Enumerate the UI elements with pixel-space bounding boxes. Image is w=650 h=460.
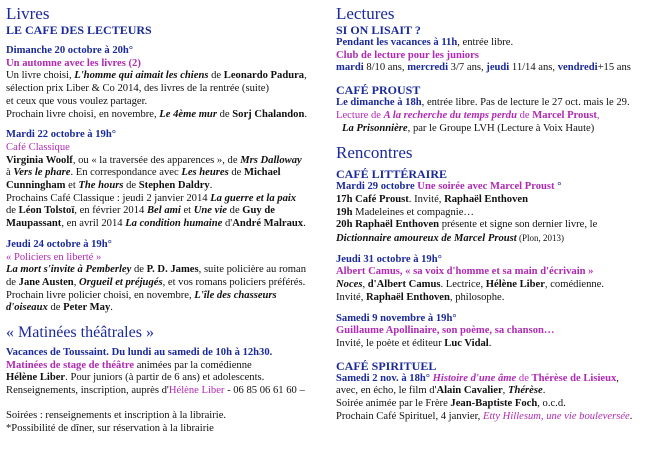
text-line: Prochains Café Classique : jeudi 2 janvier 2014 La guerre et la paix (6, 192, 297, 204)
text-line: Le dimanche à 18h, entrée libre. Pas de lecture le 27 oct. mais le 29. (336, 97, 630, 109)
text-line: Samedi 2 nov. à 18h° Histoire d'une âme de Thérèse de Lisieux, (336, 372, 619, 384)
text-line: Dictionnaire amoureux de Marcel Proust (Plon, 2013) (336, 233, 564, 245)
text-line: Pendant les vacances à 11h, entrée libre. (336, 37, 514, 48)
subtitle-si-on-lisait: SI ON LISAIT ? (336, 23, 421, 37)
text-line: de Léon Tolstoï, en février 2014 Bel ami et Une vie de Guy de (6, 205, 275, 217)
event-date: Samedi 9 novembre à 19h° (336, 312, 457, 324)
footer-notes (6, 410, 324, 435)
text-line: Invité, Raphaël Enthoven, philosophe. (336, 291, 505, 303)
event-block-cafe-spirituel (336, 359, 646, 424)
subtitle-cafe-litteraire: CAFÉ LITTÉRAIRE (336, 167, 448, 182)
event-title: Albert Camus, « sa voix d'homme et sa main d'écrivain » (336, 266, 594, 278)
section-title-rencontres: Rencontres (336, 143, 413, 163)
event-title: Un automne avec les livres (2) (6, 57, 141, 69)
text-line: Cunningham et The hours de Stephen Daldry. (6, 180, 213, 192)
text-line: La mort s'invite à Pemberley de P. D. James, suite policière au roman (6, 264, 307, 276)
text-line: Lecture de A la recherche du temps perdu de Marcel Proust, (336, 109, 600, 121)
event-title: « Policiers en liberté » (6, 251, 102, 263)
event-block-apollinaire (336, 313, 646, 351)
event-date: Jeudi 31 octobre à 19h° (336, 253, 442, 265)
event-title: Café Classique (6, 141, 70, 153)
event-block-cafe-litteraire (336, 167, 646, 246)
text-line: Invité, le poète et éditeur Luc Vidal. (336, 337, 492, 349)
text-line: La Prisonnière, par le Groupe LVH (Lecture à Voix Haute) (342, 122, 595, 134)
text-line: Noces, d'Albert Camus. Lectrice, Hélène Liber, comédienne. (336, 279, 605, 291)
text-line: Matinées de stage de théâtre animées par la comédienne (6, 359, 252, 371)
event-block-si-on-lisait (336, 37, 646, 75)
subtitle-cafe-proust: CAFÉ PROUST (336, 83, 421, 98)
section-title-lectures: Lectures (336, 4, 395, 23)
text-line: Vacances de Toussaint. Du lundi au samedi de 10h à 12h30. (6, 347, 273, 359)
event-block-cafe-lecteurs (6, 45, 324, 121)
text-line: de Jane Austen, Orgueil et préjugés, et vos romans policiers préférés. (6, 276, 306, 288)
event-block-cafe-proust (336, 83, 646, 135)
text-line: mardi 8/10 ans, mercredi 3/7 ans, jeudi 11/14 ans, vendredi+15 ans (336, 62, 631, 74)
event-block-camus (336, 254, 646, 305)
text-line: Hélène Liber. Pour juniors (à partir de 6 ans) et adolescents. (6, 372, 265, 384)
subtitle-cafe-des-lecteurs: LE CAFE DES LECTEURS (6, 23, 152, 37)
right-column (336, 4, 646, 423)
event-block-policiers (6, 239, 324, 315)
text-line: Maupassant, en avril 2014 La condition humaine d'André Malraux. (6, 218, 306, 230)
text-line: avec, en écho, le film d'Alain Cavalier, Thérèse. (336, 385, 546, 397)
event-block-cafe-classique (6, 129, 324, 231)
section-title-livres: Livres (6, 4, 50, 23)
text-line: et ceux que vous voulez partager. (6, 95, 148, 107)
left-column (6, 4, 324, 435)
text-line: Mardi 29 octobre Une soirée avec Marcel Proust ° (336, 181, 562, 193)
text-line: Virginia Woolf, ou « la traversée des apparences », de Mrs Dalloway (6, 154, 302, 166)
event-date: Dimanche 20 octobre à 20h° (6, 45, 134, 56)
text-line: Renseignements, inscription, auprès d'Hélène Liber - 06 85 06 61 60 – (6, 385, 305, 397)
section-title-matinees: « Matinées théâtrales » (6, 324, 154, 342)
event-date: Mardi 22 octobre à 19h° (6, 129, 116, 141)
text-line: Soirée animée par le Frère Jean-Baptiste Foch, o.c.d. (336, 398, 566, 410)
text-line: à Vers le phare. En correspondance avec Les heures de Michael (6, 167, 281, 179)
text-line: Soirées : renseignements et inscription à la librairie. (6, 409, 227, 421)
text-line: Prochain livre policier choisi, en novembre, L'île des chasseurs (6, 289, 277, 301)
text-line: 17h Café Proust. Invité, Raphaël Enthoven (336, 193, 528, 205)
section-matinees (6, 323, 324, 398)
text-line: Prochain Café Spirituel, 4 janvier, Etty Hillesum, une vie bouleversée. (336, 410, 633, 422)
text-line: Prochain livre choisi, en novembre, Le 4ème mur de Sorj Chalandon. (6, 108, 308, 120)
text-line: *Possibilité de dîner, sur réservation à la librairie (6, 422, 214, 434)
subtitle-cafe-spirituel: CAFÉ SPIRITUEL (336, 358, 437, 373)
text-line: Club de lecture pour les juniors (336, 49, 479, 61)
text-line: 19h Madeleines et compagnie… (336, 206, 474, 218)
text-line: Un livre choisi, L'homme qui aimait les chiens de Leonardo Padura, (6, 70, 307, 82)
event-title: Guillaume Apollinaire, son poème, sa chanson… (336, 325, 555, 337)
text-line: d'oiseaux de Peter May. (6, 302, 113, 314)
text-line: sélection prix Liber & Co 2014, des livres de la rentrée (suite) (6, 83, 269, 95)
event-date: Jeudi 24 octobre à 19h° (6, 238, 112, 250)
text-line: 20h Raphaël Enthoven présente et signe son dernier livre, le (336, 219, 598, 231)
